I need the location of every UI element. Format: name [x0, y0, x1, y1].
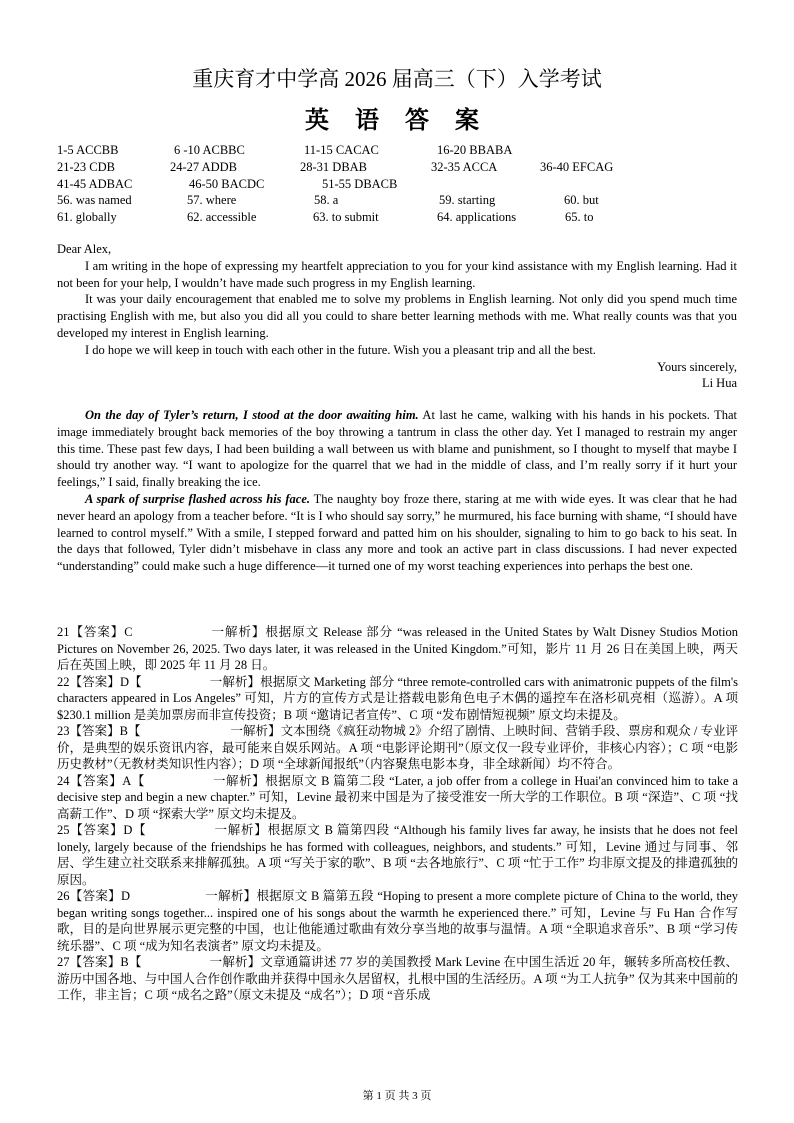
answer-item: 56. was named	[57, 193, 132, 208]
explanation-text: 根据原文 B 篇第二段 “Later, a job offer from a college in Huai'an convinced him to take a decisive step and begin a new chapter.” 可知，Levine 最初来中国是为了接受淮安一所大学的工作职位。B 项 “深造”、C 项 “找高薪工作”、D 项 “探索大学” 原文均未提及。	[57, 773, 738, 821]
explanation-item	[57, 624, 738, 674]
answer-label: 26【答案】D	[57, 889, 130, 903]
explanation-text: 根据原文 B 篇第五段 “Hoping to present a more complete picture of China to the world, they began writing songs together... inspired one of his songs about the warmth he experienced there.” 可知，Levine 与 Fu Han 合作写歌，目的是向世界展示更完整的中国，也让他能通过歌曲有效分享当地的故事与温情。A 项 “全职追求音乐”、B 项 “学习传统乐器”、C 项 “成为知名表演者” 原文均未提及。	[57, 889, 738, 953]
explanation-item	[57, 822, 738, 888]
answer-group: 24-27 ADDB	[170, 159, 238, 174]
answer-item: 58. a	[314, 193, 339, 208]
explanation-item	[57, 674, 738, 724]
answer-key	[57, 142, 747, 226]
answer-group: 41-45 ADBAC	[57, 176, 133, 191]
story-lead-sentence: A spark of surprise flashed across his face.	[85, 491, 310, 506]
answer-item: 57. where	[187, 193, 237, 208]
letter-greeting: Dear Alex,	[57, 242, 112, 256]
letter	[57, 241, 737, 392]
analysis-label: 一解析】	[209, 955, 261, 969]
explanation-text: 文本围绕《疯狂动物城 2》介绍了剧情、上映时间、营销手段、票房和观众 / 专业评价，是典型的娱乐资讯内容，最可能来自娱乐网站。A 项 “电影评论期刊”（原文仅一段专业评价，非核心内容）；C 项 “电影历史教材”（无教材类知识性内容）；D 项 “全球新闻报纸”（内容聚焦电影本身，非全球新闻）均不符合。	[57, 724, 738, 771]
letter-paragraph: I am writing in the hope of expressing my heartfelt appreciation to you for your kind assistance with my English learning. Had it not been for your help, I wouldn’t have made such progress in my English learning.	[57, 258, 737, 290]
exam-title: 重庆育才中学高 2026 届高三（下）入学考试	[192, 67, 602, 91]
analysis-label: 一解析】	[230, 724, 281, 738]
answer-group: 1-5 ACCBB	[57, 143, 119, 157]
letter-paragraph: I do hope we will keep in touch with each other in the future. Wish you a pleasant trip and all the best.	[85, 342, 596, 357]
answer-group: 21-23 CDB	[57, 159, 115, 174]
continuation-story	[57, 407, 737, 575]
answer-group: 6 -10 ACBBC	[174, 143, 245, 157]
answer-label: 21【答案】C	[57, 625, 133, 639]
answer-group: 28-31 DBAB	[300, 159, 368, 174]
answer-subtitle: 英 语 答 案	[305, 108, 489, 134]
story-paragraph	[57, 491, 737, 575]
answer-item: 59. starting	[439, 193, 496, 208]
answer-row	[57, 192, 747, 209]
answer-group: 46-50 BACDC	[189, 176, 265, 191]
analysis-label: 一解析】	[204, 889, 257, 903]
analysis-label: 一解析】	[212, 773, 266, 788]
answer-row	[57, 209, 747, 226]
answer-group: 16-20 BBABA	[437, 143, 513, 157]
answer-item: 64. applications	[437, 210, 517, 225]
answer-row	[57, 159, 747, 176]
answer-group: 36-40 EFCAG	[540, 159, 614, 174]
answer-label: 24【答案】A【	[57, 773, 145, 788]
letter-signature: Li Hua	[701, 376, 737, 391]
letter-closing: Yours sincerely,	[657, 359, 737, 374]
answer-label: 22【答案】D【	[57, 674, 142, 689]
explanation-item	[57, 888, 738, 954]
story-body: At last he came, walking with his hands in his pockets. That image immediately brought back memories of the boy throwing a tantrum in class the other day. Yet I managed to restrain my anger this time. These past few days, I had been building a wall between us with blame and punishment, so I thought to myself that maybe I should try another way. “I want to apologize for the quarrel that we had in the middle of class, and I’m really sorry if it hurt your feelings,” I said, finally breaking the ice.	[57, 408, 737, 490]
answer-label: 25【答案】D【	[57, 823, 147, 837]
answer-group: 11-15 CACAC	[304, 143, 379, 157]
letter-paragraph: It was your daily encouragement that enabled me to solve my problems in English learning. Not only did you spend much time practising English with me, but also you did all you could to share better learning methods with me. What really counts was that you developed my interest in English learning.	[57, 292, 737, 340]
explanation-item	[57, 773, 738, 823]
story-body: The naughty boy froze there, staring at me with wide eyes. It was clear that he had never heard an apology from a teacher before. “It is I who should say sorry,” he murmured, his face burning with shame, “I should have learned to control myself.” With a smile, I stepped forward and patted him on his shoulder, signaling to him to go back to his seat. In the days that followed, Tyler didn’t misbehave in class any more and took an active part in class discussions. I had never expected “understanding” could make such a huge difference—it turned one of my worst teaching experiences into perhaps the best one.	[57, 491, 737, 574]
answer-group: 32-35 ACCA	[431, 159, 498, 174]
analysis-label: 一解析】	[209, 674, 261, 689]
explanation-text: 根据原文 B 篇第四段 “Although his family lives far away, he insists that he does not feel lonely, largely because of the friendships he has formed with colleagues, neighbors, and students.” 可知，Levine 通过与同事、邻居、学生建立社交联系来排解孤独。A 项 “写关于家的歌”、B 项 “去各地旅行”、C 项 “忙于工作” 均非原文提及的排遣孤独的原因。	[57, 823, 738, 887]
answer-label: 27【答案】B【	[57, 955, 142, 969]
answer-row	[57, 142, 747, 159]
answer-item: 63. to submit	[313, 210, 379, 225]
analysis-label: 一解析】	[210, 625, 266, 639]
answer-item: 62. accessible	[187, 210, 257, 225]
story-lead-sentence: On the day of Tyler’s return, I stood at the door awaiting him.	[85, 408, 419, 422]
answer-group: 51-55 DBACB	[322, 176, 398, 191]
explanation-text: 根据原文 Release 部分 “was released in the United States by Walt Disney Studios Motion Pictures on November 26, 2025. Two days later, it was released in the United Kingdom.”可知，影片 11 月 26 日在美国上映，两天后在英国上映，即 2025 年 11 月 28 日。	[57, 625, 738, 672]
story-paragraph	[57, 407, 737, 491]
answer-row	[57, 176, 747, 193]
explanation-item	[57, 954, 738, 1004]
explanation-item	[57, 723, 738, 773]
page-footer: 第 1 页 共 3 页	[362, 1090, 432, 1102]
explanations	[57, 624, 738, 1004]
analysis-label: 一解析】	[214, 823, 268, 837]
explanation-text: 根据原文 Marketing 部分 “three remote-controlled cars with animatronic puppets of the film's characters appeared in Los Angeles” 可知，片方的宣传方式是让搭载电影角色电子木偶的遥控车在洛杉矶亮相（巡游）。A 项 $230.1 million 是美加票房而非宣传投资；B 项 “邀请记者宣传”、C 项 “发布剧情短视频” 原文均未提及。	[57, 674, 738, 722]
explanation-text: 文章通篇讲述 77 岁的美国教授 Mark Levine 在中国生活近 20 年，辗转多所高校任教、游历中国各地、与中国人合作创作歌曲并获得中国永久居留权，扎根中国的生活经历。A 项 “为工人抗争” 仅为其来中国前的工作，非主旨；C 项 “成名之路”（原文未提及 “成名”）；D 项 “音乐成	[57, 955, 739, 1002]
answer-item: 61. globally	[57, 210, 117, 225]
answer-label: 23【答案】B【	[57, 724, 141, 738]
answer-item: 60. but	[564, 193, 599, 208]
answer-item: 65. to	[565, 210, 594, 225]
